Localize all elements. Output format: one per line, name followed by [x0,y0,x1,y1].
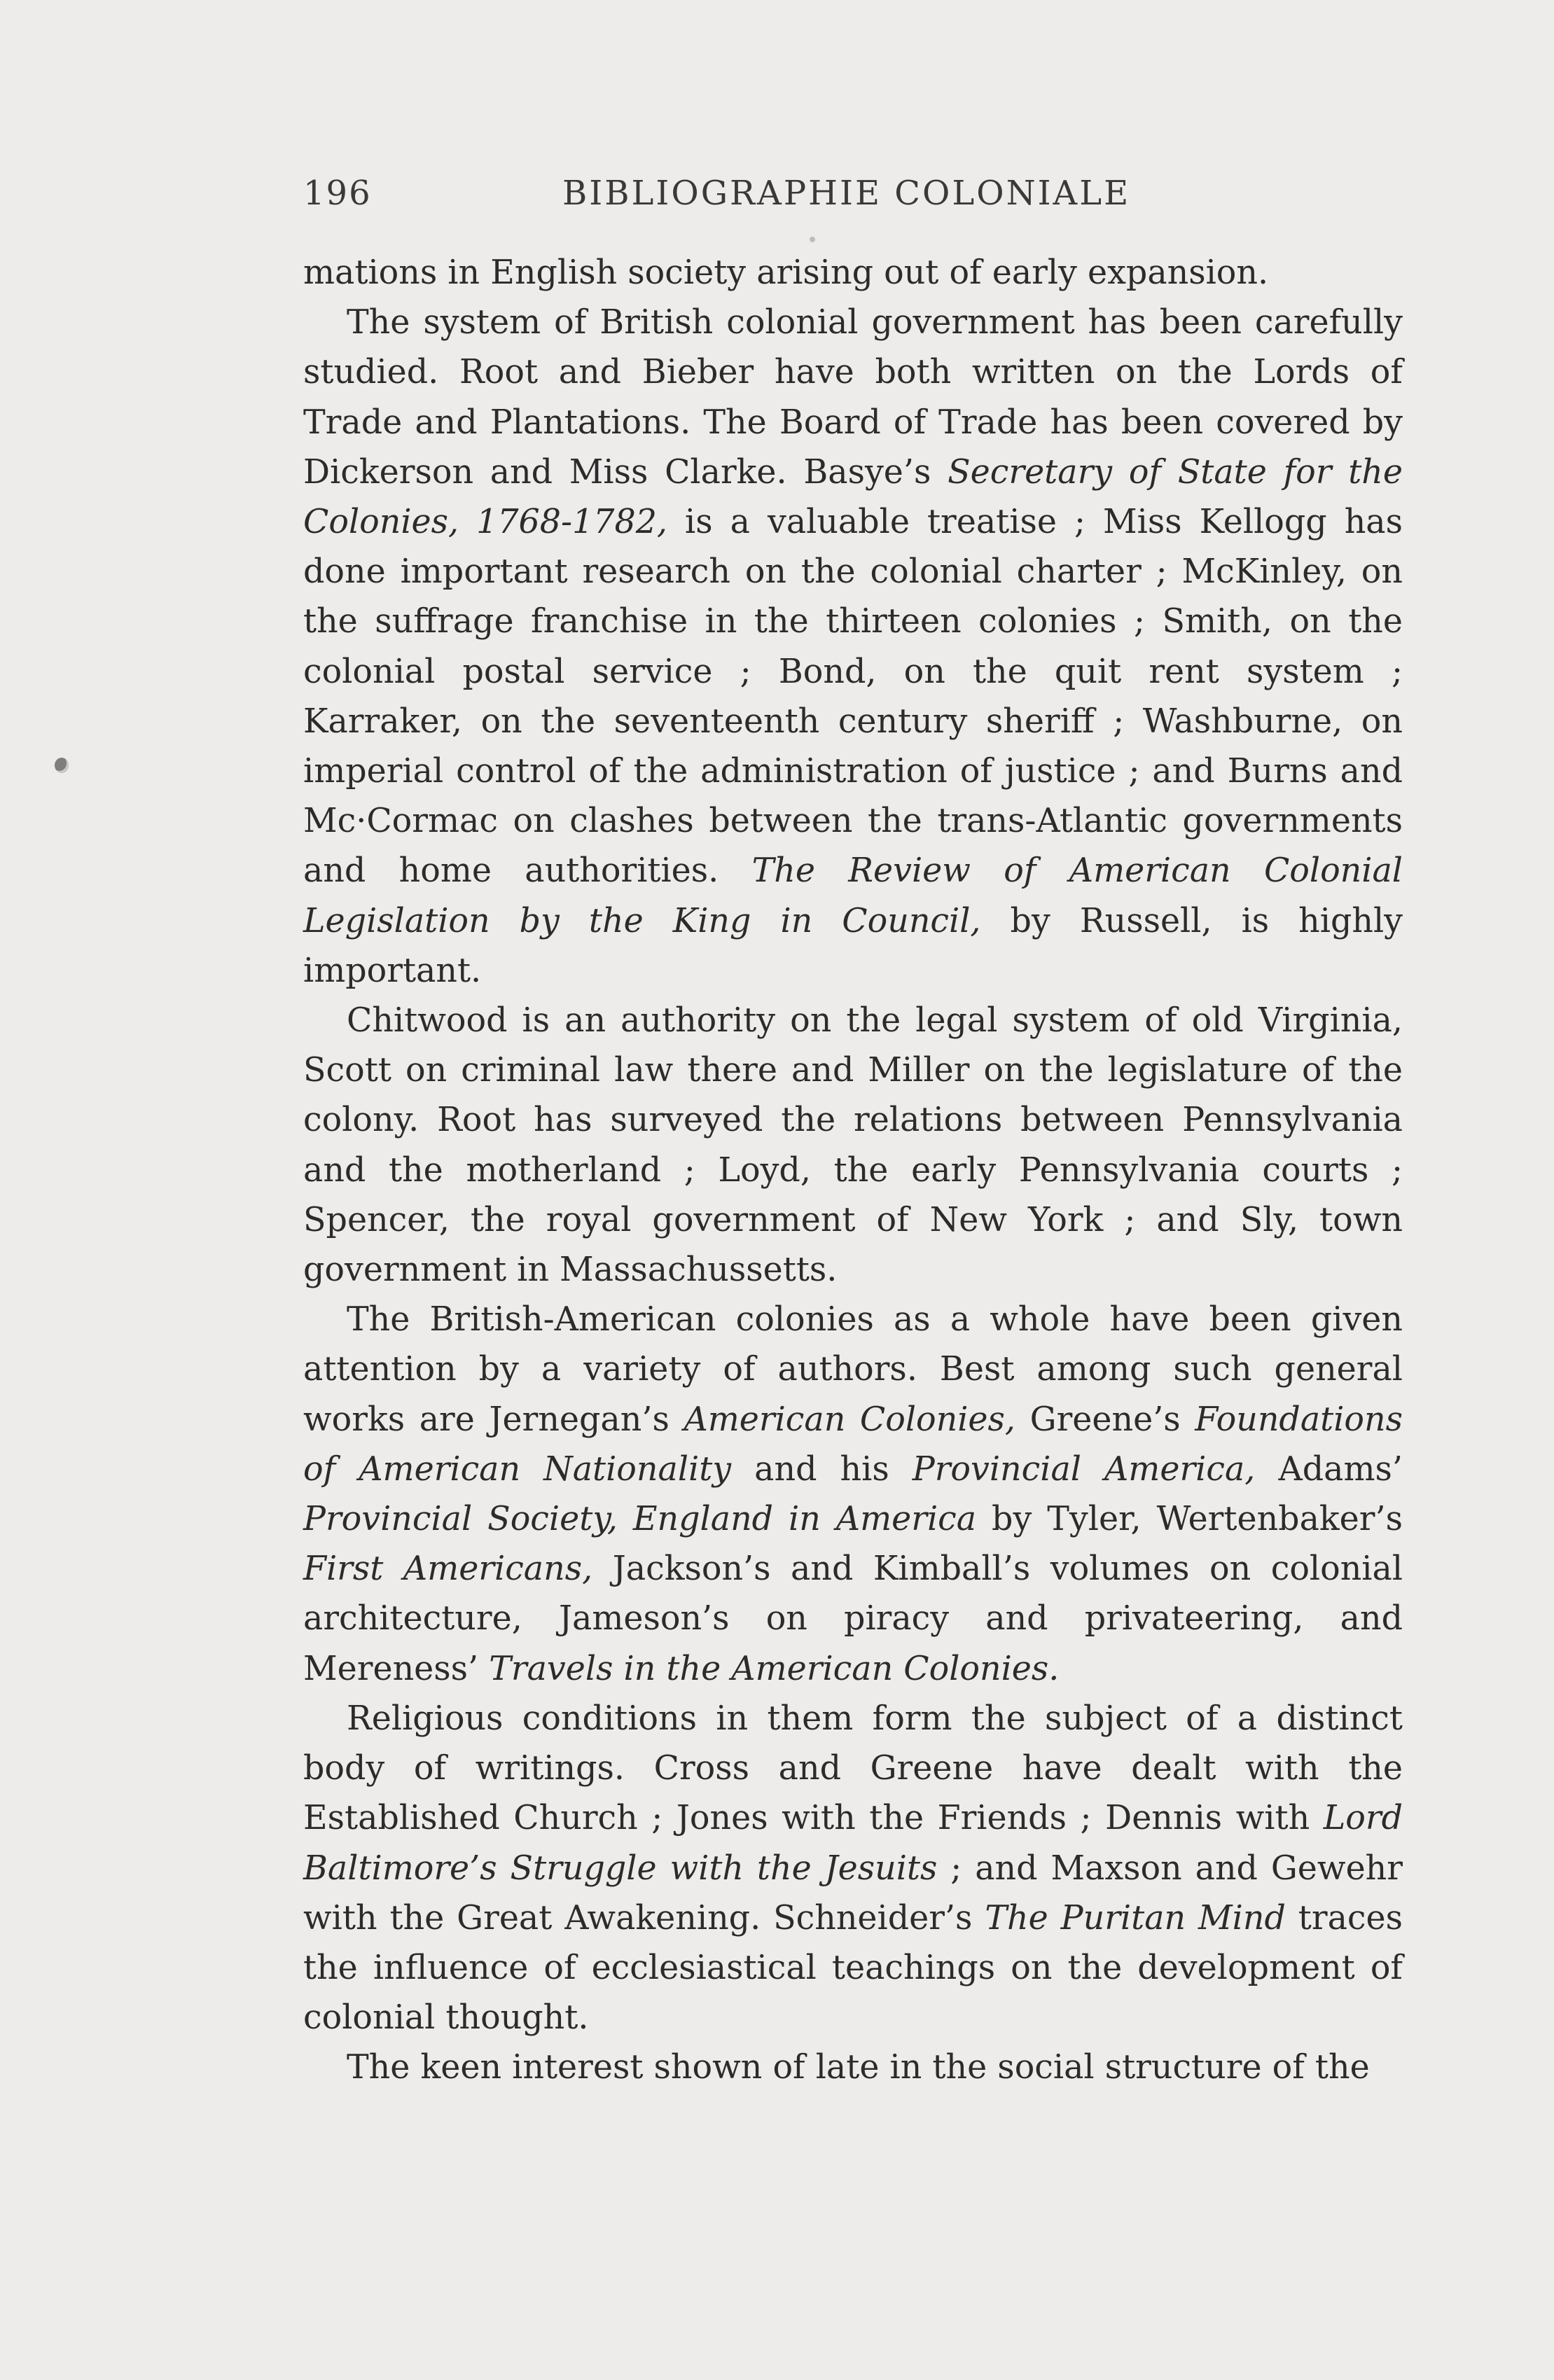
book-title: The Review of American Colonial Legislation by the King in Council, [303,851,1403,940]
book-title: American Colonies, [684,1400,1016,1439]
paragraph-religious-conditions [303,1694,1403,2043]
paragraph-legal-system [303,996,1403,1295]
book-title: Foundations of American Nationality [303,1400,1403,1489]
running-title: BIBLIOGRAPHIE COLONIALE [562,174,1131,213]
text-run: and his [731,1449,913,1489]
book-title: Lord Baltimore’s Struggle with the Jesuits [303,1799,1403,1888]
text-run: Religious conditions in them form the subject of a distinct body of writings. Cross and Greene have dealt with the Established Church ; Jones with the Friends ; Dennis with [303,1699,1403,1838]
text-run: Greene’s [1015,1400,1195,1439]
book-title: First Americans, [303,1550,593,1589]
page-header [303,174,1403,230]
text-run: traces the influence of ecclesiastical teachings on the development of colonial thought. [303,1898,1403,2038]
text-run: ; and Maxson and Gewehr with the Great Awakening. Schneider’s [303,1849,1403,1937]
text-run: The system of British colonial government has been carefully studied. Root and Bieber have both written on the Lords of Trade and Plantations. The Board of Trade has been covered by Dickerson and Miss Clarke. Basye’s [303,303,1403,492]
text-run: Adams’ [1255,1449,1403,1489]
text-run: The keen interest shown of late in the social structure of the [347,2048,1370,2087]
paragraph-general-works [303,1295,1403,1694]
text-run: by Tyler, Wertenbaker’s [976,1500,1403,1539]
text-run: Jackson’s and Kimball’s volumes on colonial architecture, Jameson’s on piracy and privateering, and Mereness’ [303,1550,1403,1688]
book-title: Secretary of State for the Colonies, 1768-1782, [303,452,1403,542]
text-run: mations in English society arising out of early expansion. [303,253,1269,292]
text-run: by Russell, is highly important. [303,901,1403,990]
paragraph-colonial-government [303,298,1403,996]
paragraph-social-structure [303,2043,1403,2092]
page-number: 196 [303,174,372,213]
book-title: Provincial Society, England in America [303,1500,977,1539]
book-title: Provincial America, [912,1449,1256,1489]
ink-speck [810,237,815,242]
text-run: The British-American colonies as a whole have been given attention by a variety of authors. Best among such general works are Jernegan’s [303,1300,1403,1439]
text-run: Chitwood is an authority on the legal system of old Virginia, Scott on criminal law there and Miller on the legislature of the colony. Root has surveyed the relations between Pennsylvania and the motherland ; Loyd, the early Pennsylvania courts ; Spencer, the royal government of New York ; and Sly, town government in Massachussetts. [303,1001,1403,1290]
body-text [303,248,1403,2093]
paragraph-continuation [303,248,1403,298]
book-title: Travels in the American Colonies. [489,1649,1060,1688]
margin-ink-mark [55,758,69,773]
text-run: is a valuable treatise ; Miss Kellogg has done important research on the colonial charter ; McKinley, on the suffrage franchise in the thirteen colonies ; Smith, on the colonial postal service ; Bond, on the quit rent system ; Karraker, on the seventeenth century sheriff ; Washburne, on imperial control of the administration of justice ; and Burns and Mc·Cormac on clashes between the trans-Atlantic governments and home authorities. [303,503,1403,891]
book-title: The Puritan Mind [985,1898,1286,1937]
